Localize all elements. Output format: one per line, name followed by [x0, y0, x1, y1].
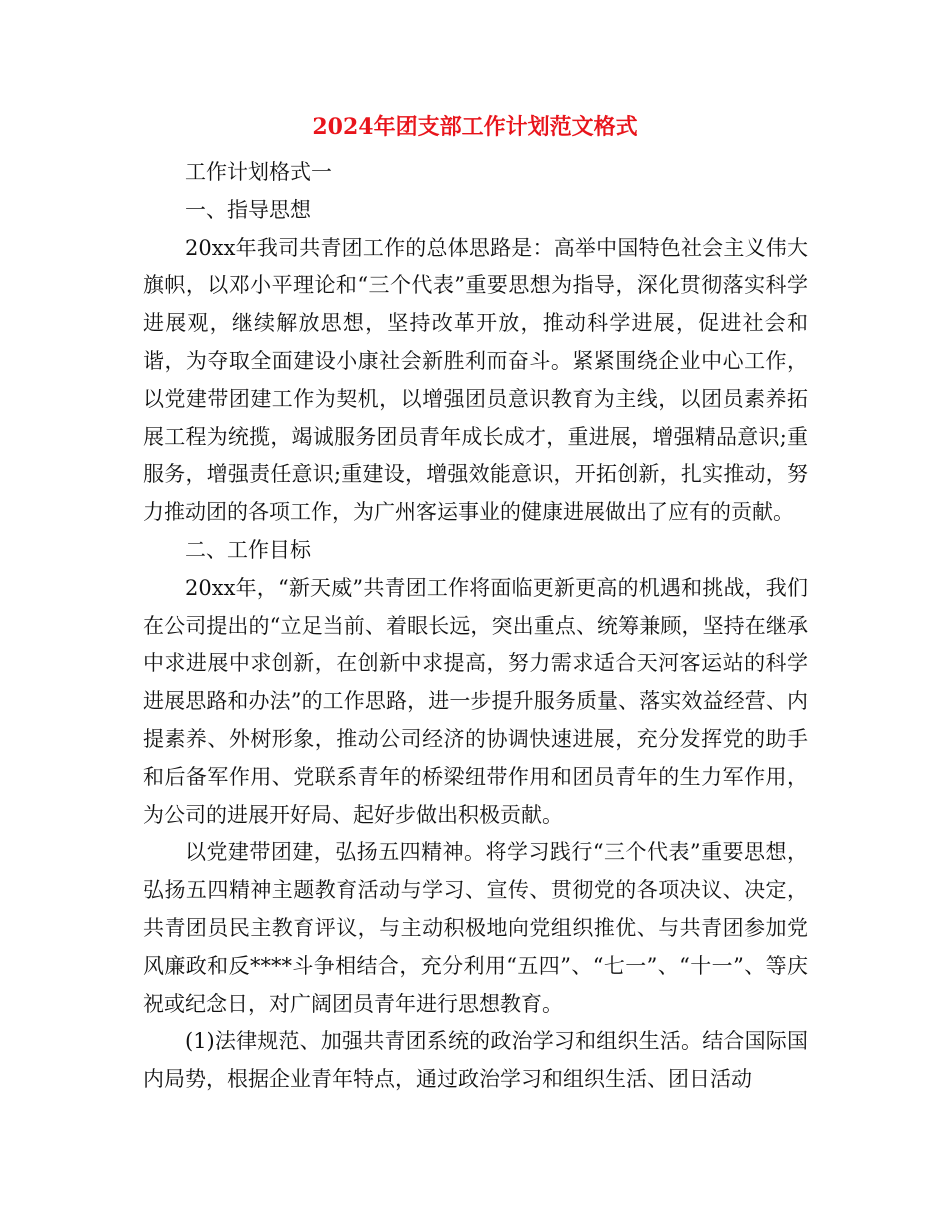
paragraph-party-building: 以党建带团建，弘扬五四精神。将学习践行“三个代表”重要思想，弘扬五四精神主题教育活动与学习、宣传、贯彻党的各项决议、决定，共青团员民主教育评议，与主动积极地向党组织推优、与共青团参加党风廉政和反****斗争相结合，充分利用“五四”、“七一”、“十一”、等庆祝或纪念日，对广阔团员青年进行思想教育。	[143, 840, 808, 1016]
paragraph-heading-guiding-thought: 一、指导思想	[185, 197, 311, 222]
paragraph-section-heading: 工作计划格式一	[185, 160, 332, 184]
paragraph-work-goals: 20xx年，“新天威”共青团工作将面临更新更高的机遇和挑战，我们在公司提出的“立足当前、着眼长远，突出重点、统筹兼顾，坚持在继承中求进展中求创新，在创新中求提高，努力需求适合天河客运站的科学进展思路和办法”的工作思路，进一步提升服务质量、落实效益经营、内提素养、外树形象，推动公司经济的协调快速进展，充分发挥党的助手和后备军作用、党联系青年的桥梁纽带作用和团员青年的生力军作用，为公司的进展开好局、起好步做出积极贡献。	[143, 575, 808, 827]
paragraph-heading-work-goals: 二、工作目标	[185, 537, 311, 562]
paragraph-item-1: (1)法律规范、加强共青团系统的政治学习和组织生活。结合国际国内局势，根据企业青年特点，通过政治学习和组织生活、团日活动	[143, 1029, 808, 1092]
document-body	[143, 154, 808, 1099]
document-title: 2024年团支部工作计划范文格式	[312, 114, 638, 140]
paragraph-guiding-thought: 20xx年我司共青团工作的总体思路是：高举中国特色社会主义伟大旗帜，以邓小平理论和“三个代表”重要思想为指导，深化贯彻落实科学进展观，继续解放思想，坚持改革开放，推动科学进展，促进社会和谐，为夺取全面建设小康社会新胜利而奋斗。紧紧围绕企业中心工作，以党建带团建工作为契机，以增强团员意识教育为主线，以团员素养拓展工程为统揽，竭诚服务团员青年成长成才，重进展，增强精品意识;重服务，增强责任意识;重建设，增强效能意识，开拓创新，扎实推动，努力推动团的各项工作，为广州客运事业的健康进展做出了应有的贡献。	[143, 235, 808, 525]
